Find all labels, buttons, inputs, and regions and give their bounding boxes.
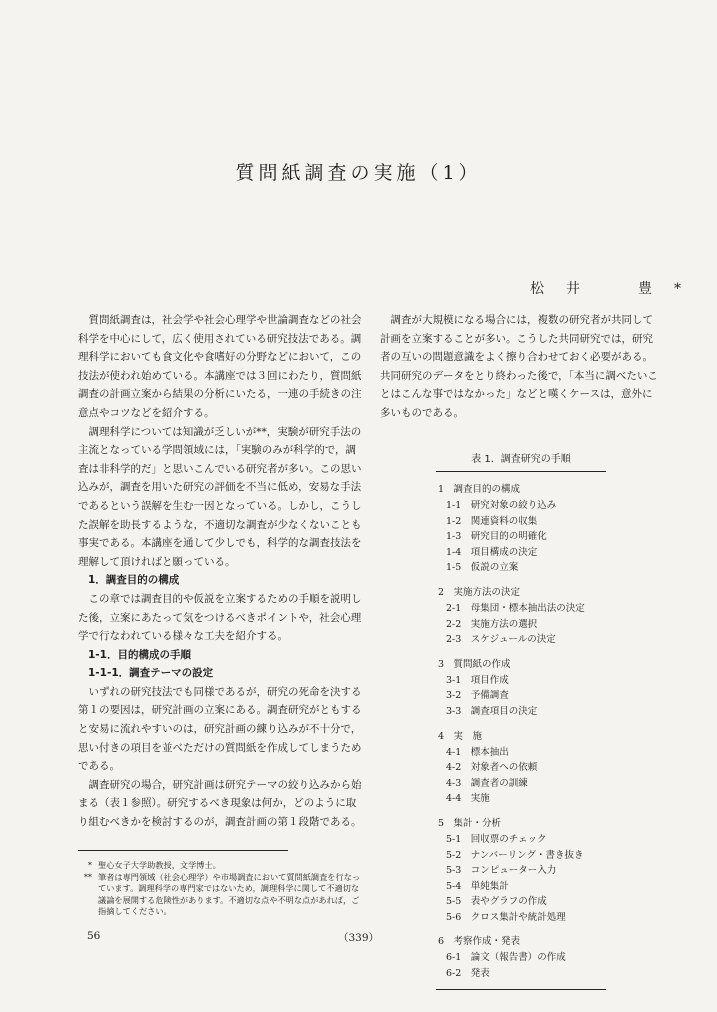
page-number: 56 <box>87 930 101 942</box>
table-bottom-rule <box>436 989 606 990</box>
chapter-title: 6 考察作成・発表 <box>438 936 521 948</box>
chapter-title: 4 実 施 <box>438 730 483 742</box>
chapter-item: 1-4 項目構成の決定 <box>446 546 538 558</box>
footnote-mark: ** <box>83 871 92 882</box>
right-column <box>380 311 660 423</box>
section-1-1-1-paragraph-1: いずれの研究技法でも同様であるが，研究の死命を決する第１の要因は，研究計画の立案にある。調査研究がともすると安易に流れやすいのは，研究計画の練り込みが不十分で，思い付きの項目を並べただけの質問紙を作成してしまうためである。 <box>78 685 362 773</box>
chapter-item: 5-6 クロス集計や統計処理 <box>446 911 566 923</box>
section-1-heading: 1．調査目的の構成 <box>88 574 180 587</box>
chapter-item: 4-4 実施 <box>446 793 490 805</box>
footnote-text: 聖心女子大学助教授，文学博士。 <box>98 860 221 870</box>
footnote <box>78 860 364 872</box>
chapter-title: 3 質問紙の作成 <box>438 658 511 670</box>
chapter-title: 2 実施方法の決定 <box>438 586 521 598</box>
author-name: 松井 豊* <box>530 281 703 297</box>
table-chapter <box>436 585 606 648</box>
chapter-item: 5-5 表やグラフの作成 <box>446 896 547 908</box>
section-1-1-heading: 1-1．目的構成の手順 <box>88 648 191 661</box>
chapter-item: 1-3 研究目的の明確化 <box>446 531 547 543</box>
section-1-paragraph: この章では調査目的や仮説を立案するための手順を説明した後，立案にあたって気をつけるべきポイントや，社会心理学で行なわれている様々な工夫を紹介する。 <box>78 592 362 643</box>
table-chapter <box>436 482 606 576</box>
right-paragraph: 調査が大規模になる場合には，複数の研究者が共同して計画を立案することが多い。こうした共同研究では，研究者の互いの問題意識をよく擦り合わせておく必要がある。共同研究のデータをとり終わった後で，「本当に調べたいことはこんな事ではなかった」などと嘆くケースは，意外に多いものである。 <box>380 314 658 419</box>
table-chapter <box>436 729 606 807</box>
intro-paragraph-2: 調理科学については知識が乏しいが**，実験が研究手法の主流となっている学問領域には，「実験のみが科学的で，調査は非科学的だ」と思いこんでいる研究者が多い。この思い込みが，調査を用いた研究の評価を不当に低め，安易な手法であるという誤解を生む一因となっている。しかし，こうした誤解を助長するような，不適切な調査が少なくないことも事実である。本講座を通して少しでも，科学的な調査技法を理解して頂ければと願っている。 <box>78 425 362 568</box>
intro-paragraph-1: 質問紙調査は，社会学や社会心理学や世論調査などの社会科学を中心にして，広く使用されている研究技法である。調理科学においても食文化や食嗜好の分野などにおいて，この技法が使われ始めている。本講座では３回にわたり，質問紙調査の計画立案から結果の分析にいたる，一連の手続きの注意点やコツなどを紹介する。 <box>78 314 362 419</box>
article-title: 質問紙調査の実施（1） <box>235 162 482 184</box>
chapter-item: 2-1 母集団・標本抽出法の決定 <box>446 602 585 614</box>
section-1-1-1-heading: 1-1-1．調査テーマの設定 <box>88 667 214 680</box>
chapter-item: 6-2 発表 <box>446 968 490 980</box>
chapter-item: 4-1 標本抽出 <box>446 746 509 758</box>
table-caption: 表 1．調査研究の手順 <box>436 450 606 472</box>
chapter-item: 2-3 スケジュールの決定 <box>446 634 556 646</box>
chapter-item: 5-2 ナンバーリング・書き抜き <box>446 849 584 861</box>
chapter-item: 4-3 調査者の訓練 <box>446 777 528 789</box>
table-list <box>436 482 606 982</box>
chapter-item: 5-1 回収票のチェック <box>446 833 547 845</box>
chapter-item: 2-2 実施方法の選択 <box>446 618 538 630</box>
chapter-item: 3-2 予備調査 <box>446 690 509 702</box>
section-1-1-1-paragraph-2: 調査研究の場合，研究計画は研究テーマの絞り込みから始まる（表１参照）。研究するべき現象は何か，どのように取り組むべきかを検討するのが，調査計画の第１段階である。 <box>78 778 362 829</box>
table-chapter <box>436 657 606 720</box>
chapter-item: 3-3 調査項目の決定 <box>446 705 538 717</box>
volume-page-number: （339） <box>337 932 380 944</box>
chapter-item: 5-3 コンピューター入力 <box>446 865 557 877</box>
table-chapter <box>436 816 606 926</box>
footnote-text: 筆者は専門領域（社会心理学）や市場調査において質問紙調査を行なっています。調理科学の専門家ではないため，調理科学に関して不適切な議論を展開する危険性があります。不適切な点や不明な点があれば，ご指摘してください。 <box>98 871 361 916</box>
chapter-item: 1-1 研究対象の絞り込み <box>446 500 557 511</box>
chapter-item: 1-5 仮説の立案 <box>446 562 519 574</box>
chapter-item: 6-1 論文（報告書）の作成 <box>446 952 566 964</box>
procedure-table <box>436 450 606 990</box>
chapter-item: 3-1 項目作成 <box>446 674 509 686</box>
footnote <box>78 872 364 918</box>
chapter-item: 5-4 単純集計 <box>446 880 509 892</box>
chapter-title: 1 調査目的の構成 <box>438 484 521 495</box>
chapter-item: 4-2 対象者への依頼 <box>446 762 538 774</box>
chapter-title: 5 集計・分析 <box>438 817 502 829</box>
footnote-divider <box>78 850 288 851</box>
footnotes <box>78 860 364 918</box>
footnote-mark: * <box>87 860 92 870</box>
left-column <box>78 311 364 832</box>
chapter-item: 1-2 関連資料の収集 <box>446 515 538 527</box>
